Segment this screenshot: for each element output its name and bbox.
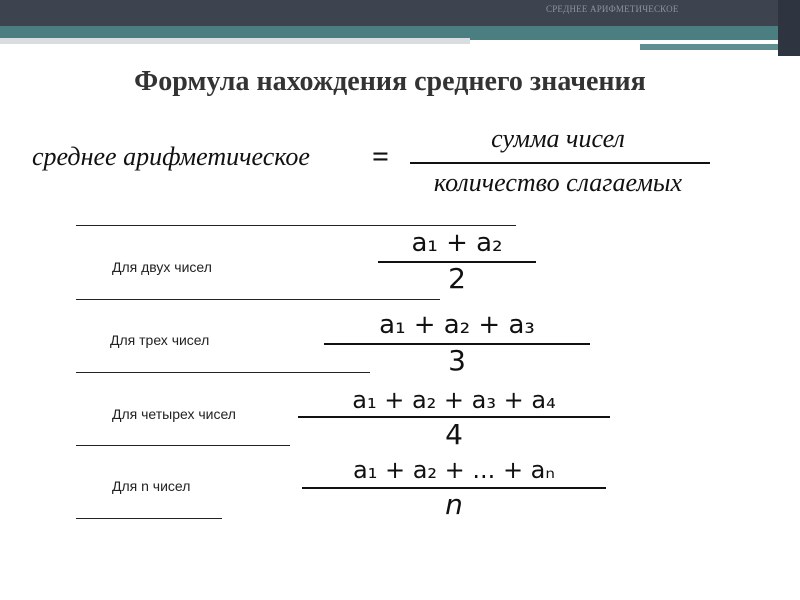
formula-numerator: a₁ + a₂ [411,228,503,258]
formula-denominator: 3 [448,344,466,377]
row-divider [76,225,516,226]
formula-n-numbers [302,454,606,521]
header-right-stripe [640,44,778,50]
row-label-three-numbers: Для трех чисел [110,332,210,348]
row-label-two-numbers: Для двух чисел [112,259,212,275]
header-right-block [778,0,800,56]
row-label-four-numbers: Для четырех чисел [112,406,236,422]
slide-title: Формула нахождения среднего значения [134,66,646,97]
definition-equals-sign: = [372,140,390,173]
row-label-n-numbers: Для n чисел [112,478,191,494]
formula-denominator: 4 [445,418,463,451]
formula-numerator: a₁ + a₂ + a₃ + a₄ [352,386,556,414]
row-divider [76,518,222,519]
formula-two-numbers [378,228,536,295]
formula-numerator: a₁ + a₂ + a₃ [379,310,535,340]
formula-four-numbers [298,384,610,451]
formula-denominator: 2 [448,262,466,295]
definition-numerator: сумма чисел [491,124,625,153]
formula-denominator: n [445,488,463,521]
row-divider [76,299,440,300]
header-topic-label: СРЕДНЕЕ АРИФМЕТИЧЕСКОЕ [546,4,679,14]
definition-fraction-bar [410,162,710,164]
definition-denominator: количество слагаемых [433,168,683,197]
definition-label: среднее арифметическое [32,142,310,171]
row-divider [76,445,290,446]
slide-header-bar [0,0,800,44]
header-dark-stripe [0,0,800,26]
formula-three-numbers [324,310,590,377]
formula-numerator: a₁ + a₂ + ... + aₙ [353,456,555,484]
header-light-stripe [0,38,470,44]
